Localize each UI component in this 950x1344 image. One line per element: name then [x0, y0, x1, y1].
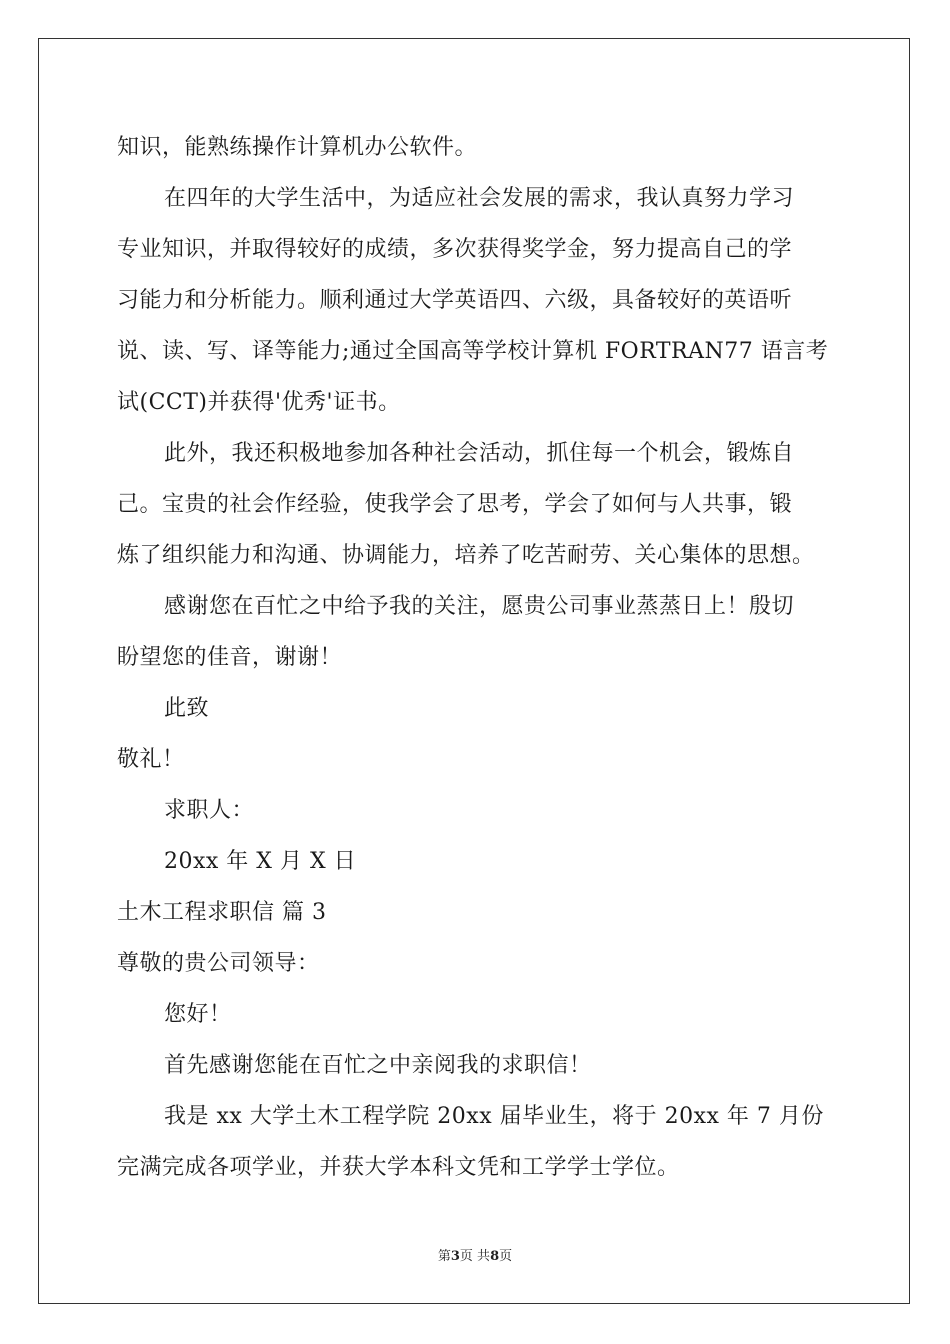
text-line: 在四年的大学生活中，为适应社会发展的需求，我认真努力学习 [164, 186, 795, 211]
text-line: 此致 [164, 696, 210, 721]
footer-page-current: 3 [450, 1249, 460, 1264]
text-line: 炼了组织能力和沟通、协调能力，培养了吃苦耐劳、关心集体的思想。 [117, 543, 815, 568]
text-line: 己。宝贵的社会作经验，使我学会了思考，学会了如何与人共事，锻 [117, 492, 793, 517]
footer-page-total: 8 [490, 1249, 500, 1264]
text-line: 此外，我还积极地参加各种社会活动，抓住每一个机会，锻炼自 [164, 441, 795, 466]
text-line: 感谢您在百忙之中给予我的关注，愿贵公司事业蒸蒸日上！殷切 [164, 594, 795, 619]
text-line: 说、读、写、译等能力;通过全国高等学校计算机 FORTRAN77 语言考 [117, 339, 829, 364]
text-line: 您好！ [164, 1002, 232, 1027]
page-footer [0, 1248, 950, 1266]
text-line: 敬礼！ [117, 747, 185, 772]
footer-page-suffix: 页 [499, 1249, 513, 1264]
text-line: 盼望您的佳音，谢谢！ [117, 645, 343, 670]
text-line: 首先感谢您能在百忙之中亲阅我的求职信！ [164, 1053, 592, 1078]
footer-page-prefix: 第 [437, 1249, 451, 1264]
text-line: 尊敬的贵公司领导： [117, 951, 320, 976]
text-line: 完满完成各项学业，并获大学本科文凭和工学学士学位。 [117, 1155, 680, 1180]
text-line: 20xx 年 X 月 X 日 [164, 849, 357, 874]
section-heading: 土木工程求职信 篇 3 [117, 900, 327, 925]
text-line: 我是 xx 大学土木工程学院 20xx 届毕业生，将于 20xx 年 7 月份 [164, 1104, 824, 1129]
text-line: 专业知识，并取得较好的成绩，多次获得奖学金，努力提高自己的学 [117, 237, 793, 262]
text-line: 知识，能熟练操作计算机办公软件。 [117, 135, 478, 160]
text-line: 求职人： [164, 798, 255, 823]
footer-page-mid: 页 共 [459, 1249, 491, 1264]
text-line: 试(CCT)并获得'优秀'证书。 [117, 390, 401, 415]
text-line: 习能力和分析能力。顺利通过大学英语四、六级，具备较好的英语听 [117, 288, 793, 313]
